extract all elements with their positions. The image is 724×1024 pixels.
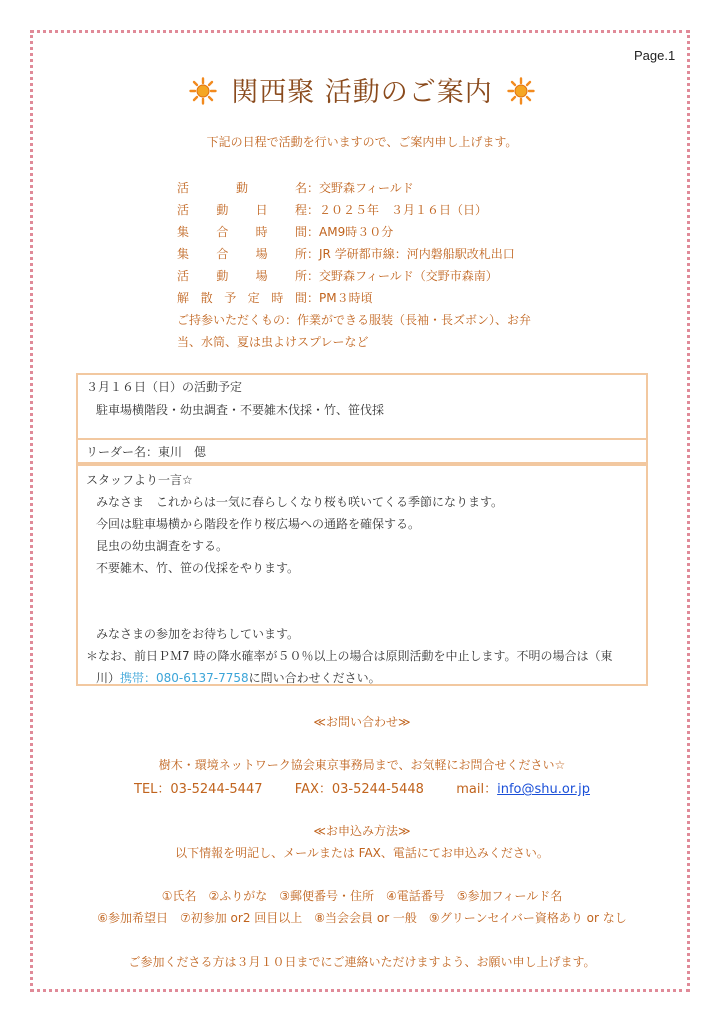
apply-items-line-1: ①氏名 ②ふりがな ③郵便番号・住所 ④電話番号 ⑤参加フィールド名 [161, 889, 563, 903]
info-value: ：交野森フィールド [307, 181, 414, 195]
event-info [177, 177, 531, 353]
intro-text: 下記の日程で活動を行いますので、ご案内申し上げます。 [206, 135, 518, 149]
info-label: 集合時間 [177, 225, 307, 239]
staff-message-box [76, 464, 648, 686]
footer-note: ご参加くださる方は３月１０日までにご連絡いただけますよう、お願い申し上げます。 [128, 955, 596, 969]
staff-line: 今回は駐車場横から階段を作り桜広場への通路を確保する。 [96, 517, 421, 531]
belongings-line-2: 当、水筒、夏は虫よけスプレーなど [177, 335, 369, 349]
rain-note-line-2 [96, 669, 381, 686]
inquiry-heading: ≪お問い合わせ≫ [313, 715, 411, 729]
info-value: ：２０２５年 ３月１６日（日） [307, 203, 488, 217]
tel-number: TEL：03-5244-5447 [134, 782, 263, 797]
email-link[interactable]: info@shu.or.jp [497, 782, 590, 797]
page-title: 関西聚 活動のご案内 [231, 77, 493, 108]
info-value: ：JR 学研都市線：河内磐船駅改札出口 [307, 247, 515, 261]
mail-label: mail： [456, 782, 498, 797]
apply-text: 以下情報を明記し、メールまたは FAX、電話にてお申込みください。 [175, 846, 549, 860]
staff-line: 不要雑木、竹、笹の伐採をやります。 [96, 561, 300, 575]
info-row-activity-place [177, 265, 531, 287]
apply-heading: ≪お申込み方法≫ [313, 824, 411, 838]
info-label: 活動場所 [177, 269, 307, 283]
info-row-activity-name [177, 177, 531, 199]
leader-name: リーダー名：東川 偲 [86, 445, 207, 459]
info-label: 活動日程 [177, 203, 307, 217]
info-row-dismissal-time [177, 287, 531, 309]
staff-heading: スタッフより一言☆ [86, 473, 193, 487]
note-prefix: 川） [96, 671, 121, 685]
phone-link[interactable]: 携帯：080-6137-7758 [120, 671, 249, 685]
belongings-line-1: ご持参いただくもの：作業ができる服装（長袖・長ズボン）、お弁 [177, 313, 532, 327]
staff-line: 昆虫の幼虫調査をする。 [96, 539, 229, 553]
info-row-meeting-place [177, 243, 531, 265]
contact-line [0, 778, 724, 797]
page-number: Page.1 [634, 48, 676, 63]
fax-number: FAX：03-5244-5448 [294, 782, 424, 797]
staff-line: みなさま これからは一気に春らしくなり桜も咲いてくる季節になります。 [96, 495, 504, 509]
rain-note-line-1: ＊なお、前日ＰＭ7 時の降水確率が５０％以上の場合は原則活動を中止します。不明の場合は（東 [86, 649, 613, 663]
info-row-meeting-time [177, 221, 531, 243]
inquiry-text: 樹木・環境ネットワーク協会東京事務局まで、お気軽にお問合せください☆ [158, 758, 566, 772]
page-title-row [0, 70, 724, 109]
info-value: ：AM9時３０分 [307, 225, 394, 239]
note-suffix: に問い合わせください。 [248, 671, 381, 685]
info-value: ：PM３時頃 [307, 291, 373, 305]
apply-items-line-2: ⑥参加希望日 ⑦初参加 or2 回目以上 ⑧当会会員 or 一般 ⑨グリーンセイバー資格あり or なし [97, 911, 627, 925]
info-label: 解散予定時間 [177, 291, 307, 305]
info-value: ：交野森フィールド（交野市森南） [307, 269, 498, 283]
leader-box [76, 440, 648, 464]
info-row-activity-date [177, 199, 531, 221]
schedule-heading: ３月１６日（日）の活動予定 [86, 380, 243, 394]
info-label: 集合場所 [177, 247, 307, 261]
sun-icon-right [507, 77, 535, 105]
staff-closing: みなさまの参加をお待ちしています。 [96, 627, 300, 641]
schedule-detail: 駐車場横階段・幼虫調査・不要雑木伐採・竹、笹伐採 [96, 403, 385, 417]
info-label: 活動名 [177, 181, 307, 195]
schedule-box [76, 373, 648, 440]
sun-icon-left [189, 77, 217, 105]
